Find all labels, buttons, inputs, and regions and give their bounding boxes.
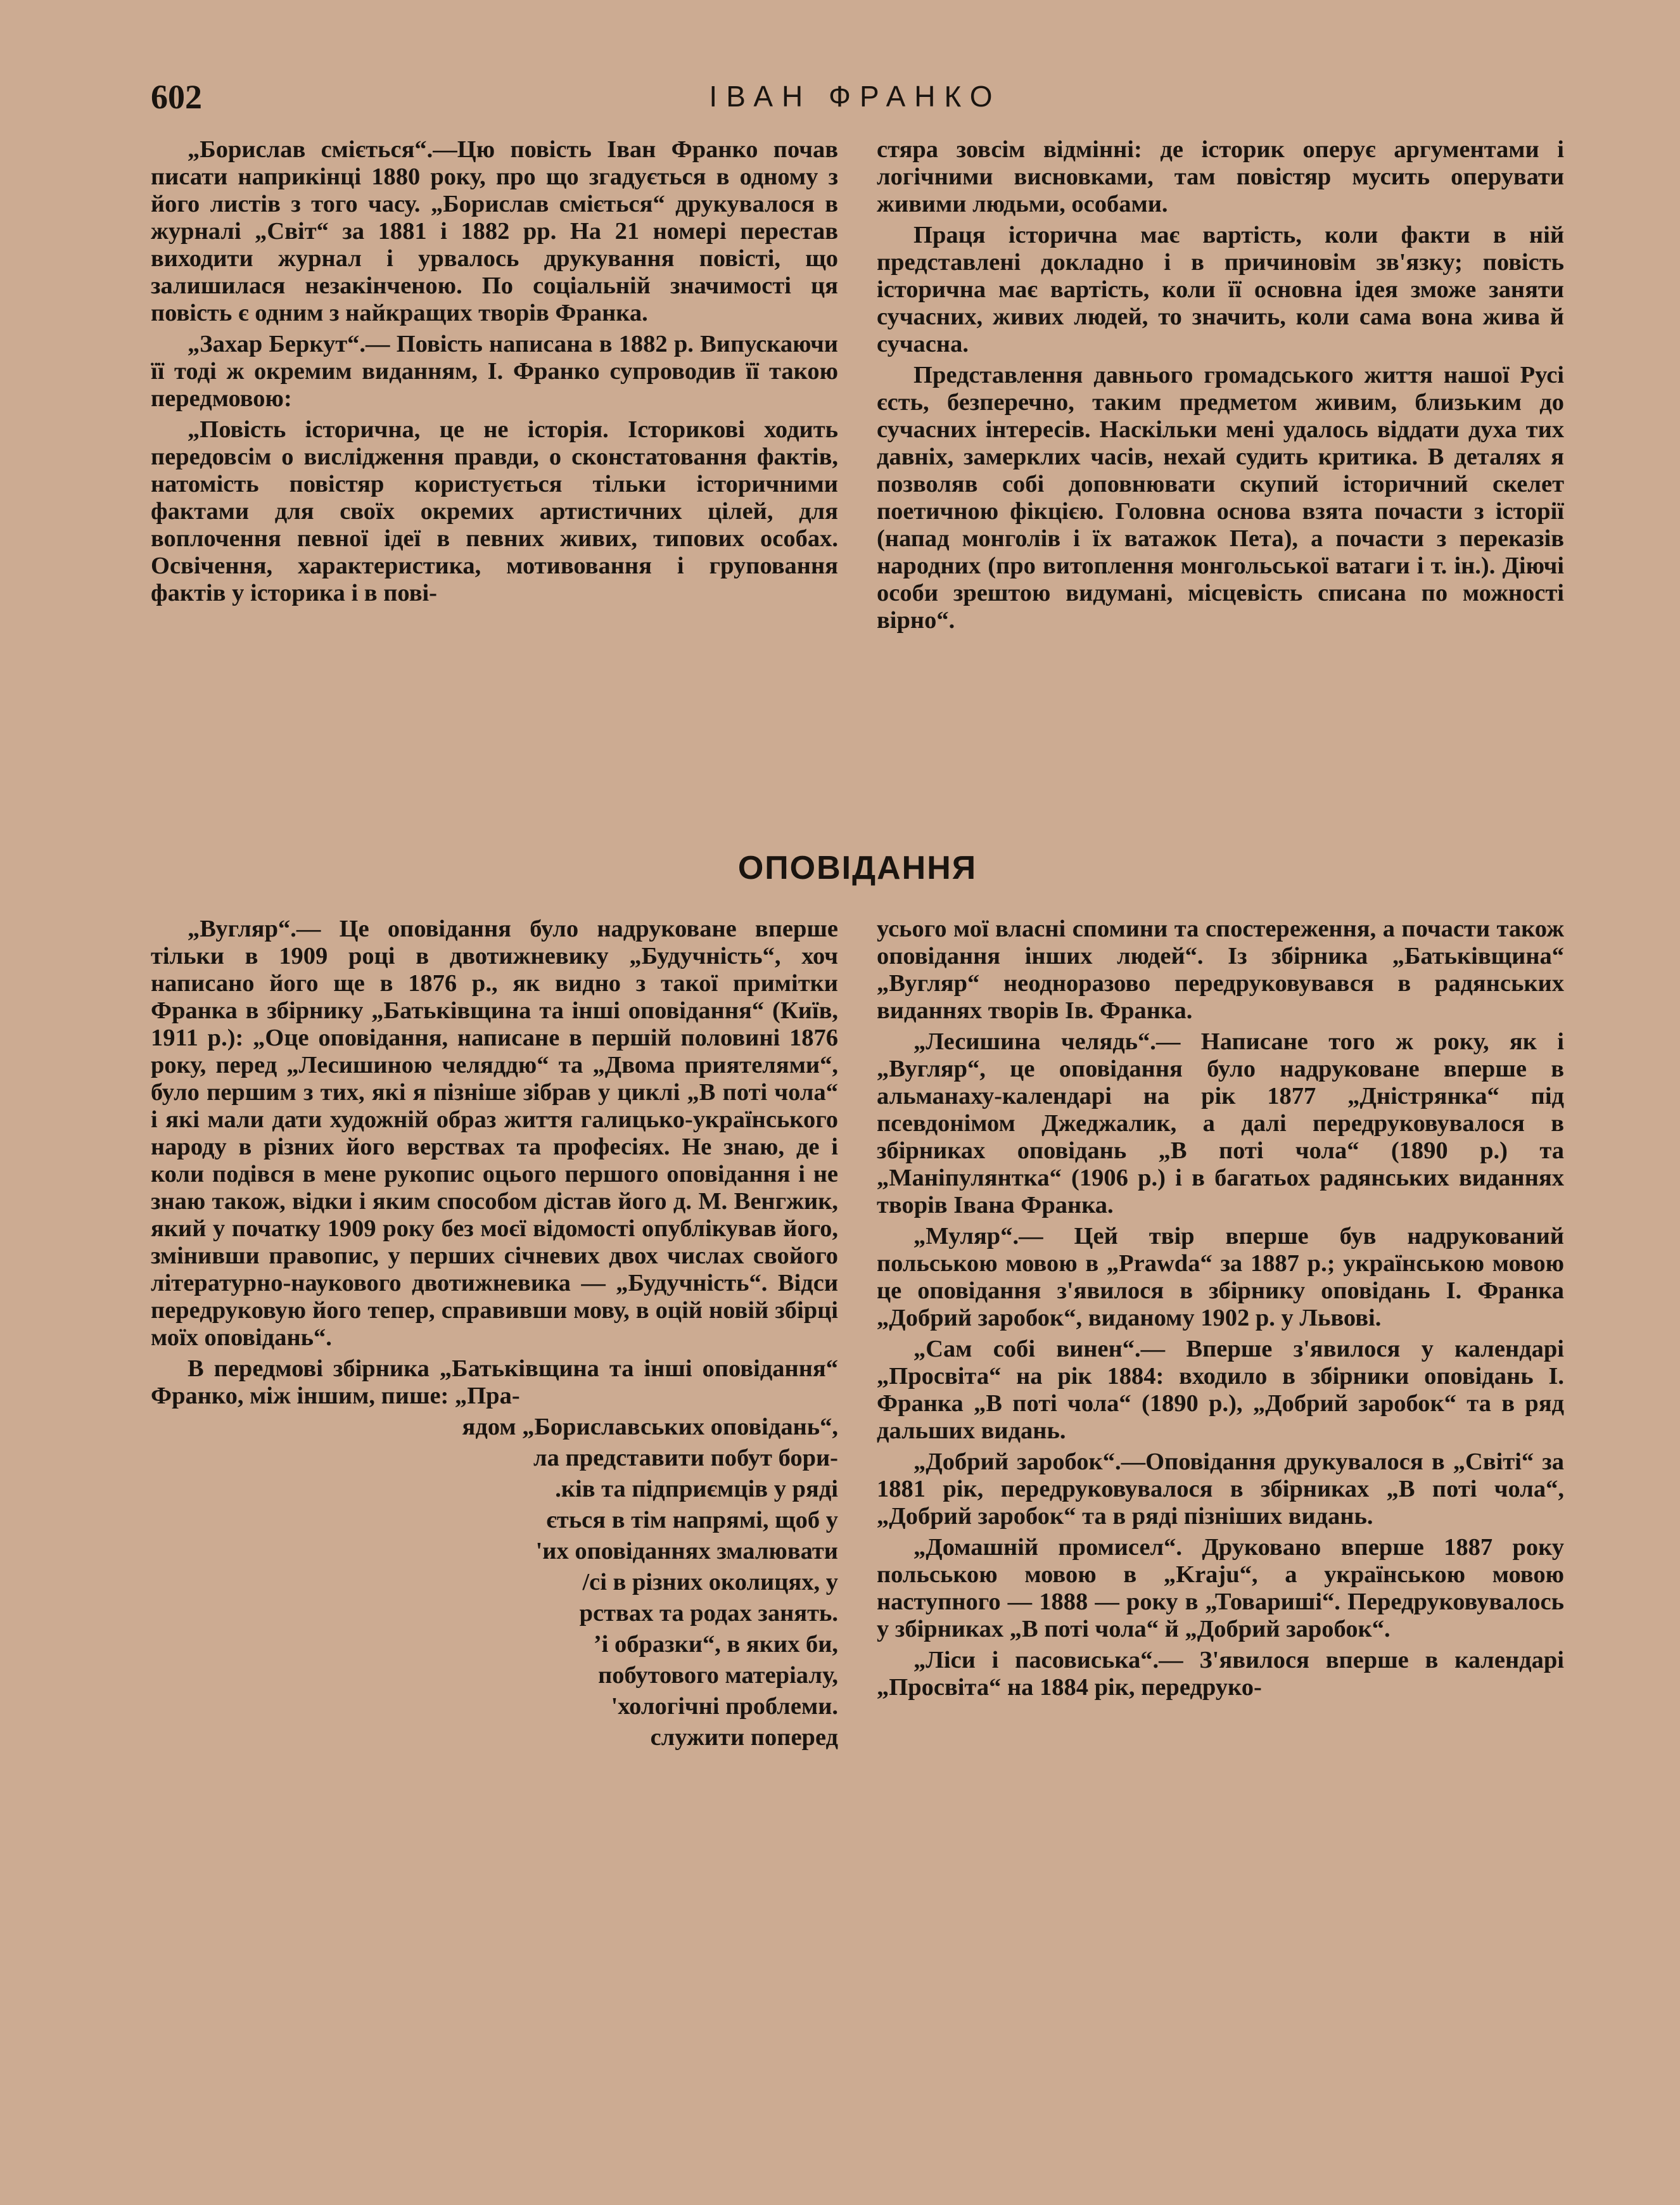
paragraph: В передмові збірника „Батьківщина та інші оповідання“ Франко, між іншим, пише: „Пра-	[151, 1355, 838, 1409]
paragraph: „Вугляр“.— Це оповідання було надруковане вперше тільки в 1909 році в двотижневику „Будучність“, хоч написано його ще в 1876 р., як видно з такої примітки Франка в збірнику „Батьківщина та інші оповідання“ (Київ, 1911 р.): „Оце оповідання, написане в першій половині 1876 року, перед „Лесишиною челяддю“ та „Двома приятелями“, було першим з тих, які я пізніше зібрав у циклі „В поті чола“ і які мали дати художній образ життя галицько-українського народу в різних його верствах та професіях. Не знаю, де і коли подівся в мене рукопис оцього першого оповідання і не знаю також, відки і яким способом дістав його д. М. Венгжик, який у початку 1909 року без моєї відомості опублікував його, змінивши правопис, у перших січневих двох числах свойого літературно-наукового двотижневика — „Будучність“. Відси передруковую його тепер, справивши мову, в оцій новій збірці моїх оповідань“.	[151, 916, 838, 1351]
paragraph: „Повість історична, це не історія. Історикові ходить передовсім о вислідження правди, о сконстатовання фактів, натомість повістяр користується тільки історичними фактами для своїх окремих артистичних цілей, для воплочення певної ідеї в певних живих, типових особах. Освічення, характеристика, мотивовання і груповання фактів у історика і в пові-	[151, 416, 838, 606]
paragraph: „Домашній промисел“. Друковано вперше 1887 року польською мовою в „Kraju“, а українською мовою наступного — 1888 — року в „Товариші“. Передруковувалось у збірниках „В поті чола“ й „Добрий заробок“.	[877, 1534, 1564, 1642]
left-column-top	[151, 136, 838, 611]
section-title: ОПОВІДАННЯ	[737, 850, 977, 886]
paragraph: „Лесишина челядь“.— Написане того ж року, як і „Вугляр“, це оповідання було надруковане вперше в альманаху-календарі на рік 1877 „Дністрянка“ під псевдонімом Джеджалик, а далі передруковувалося в збірниках оповідань „В поті чола“ (1890 р.) та „Маніпулянтка“ (1906 р.) і в багатьох радянських виданнях творів Івана Франка.	[877, 1028, 1564, 1218]
fragment-line: 'их оповіданнях змалювати	[535, 1538, 838, 1564]
fragment-line: ядом „Бориславських оповідань“,	[462, 1414, 838, 1440]
fragment-line: рствах та родах занять.	[579, 1600, 838, 1627]
paragraph: усього мої власні спомини та спостереження, а почасти також оповідання інших людей“. Із збірника „Батьківщина“ „Вугляр“ неодноразово передруковувався в радянських виданнях творів Ів. Франка.	[877, 916, 1564, 1024]
right-column-bottom	[877, 916, 1564, 1705]
paragraph: Представлення давнього громадського життя нашої Русі єсть, безперечно, таким предметом живим, близьким до сучасних інтересів. Наскільки мені удалось віддати духа тих давніх, замерклих часів, нехай судить критика. В деталях я позволяв собі доповнювати скупий історичний скелет поетичною фікцією. Головна основа взята почасти з історії (напад монголів і їх ватажок Пета), а почасти з переказів народних (про витоплення монгольської ватаги і т. ін.). Діючі особи зрештою видумані, місцевість списана по можності вірно“.	[877, 362, 1564, 634]
paragraph: „Захар Беркут“.— Повість написана в 1882 р. Випускаючи її тоді ж окремим виданням, І. Франко супроводив її такою передмовою:	[151, 331, 838, 412]
paragraph: Праця історична має вартість, коли факти в ній представлені докладно і в причиновім зв'язку; повість історична має вартість, коли її основна ідея зможе заняти сучасних, живих людей, то значить, коли сама вона жива й сучасна.	[877, 222, 1564, 357]
fragment-line: побутового матеріалу,	[598, 1662, 838, 1689]
paragraph: „Добрий заробок“.—Оповідання друкувалося в „Світі“ за 1881 рік, передруковувалося в збірниках „В поті чола“, „Добрий заробок“ та в ряді пізніших видань.	[877, 1448, 1564, 1530]
fragment-line: ла представити побут бори-	[533, 1445, 838, 1471]
right-column-top	[877, 136, 1564, 638]
paragraph: „Ліси і пасовиська“.— З'явилося вперше в календарі „Просвіта“ на 1884 рік, передруко-	[877, 1647, 1564, 1701]
fragment-line: служити поперед	[650, 1724, 838, 1751]
paragraph: „Борислав сміється“.—Цю повість Іван Франко почав писати наприкінці 1880 року, про що згадується в одному з його листів з того часу. „Борислав сміється“ друкувалося в журналі „Світ“ за 1881 і 1882 рр. На 21 номері перестав виходити журнал і урвалось друкування повісті, що залишилася незакінченою. По соціальній значимості ця повість є одним з найкращих творів Франка.	[151, 136, 838, 326]
paragraph: стяра зовсім відмінні: де історик оперує аргументами і логічними висновками, там повістяр мусить оперувати живими людьми, особами.	[877, 136, 1564, 217]
paragraph: „Муляр“.— Цей твір вперше був надрукований польською мовою в „Prawda“ за 1887 р.; українською мовою це оповідання з'явилося в збірнику оповідань І. Франка „Добрий заробок“, виданому 1902 р. у Львові.	[877, 1223, 1564, 1331]
fragment-line: 'хологічні проблеми.	[611, 1693, 838, 1720]
paragraph: „Сам собі винен“.— Вперше з'явилося у календарі „Просвіта“ на рік 1884: входило в збірники оповідань І. Франка „В поті чола“ (1890 р.), „Добрий заробок“ та в ряд дальших видань.	[877, 1336, 1564, 1444]
fragment-line: .кiв та підприємців у ряді	[555, 1476, 838, 1502]
fragment-line: /сі в різних околицях, у	[582, 1569, 838, 1595]
left-column-bottom	[151, 916, 838, 1755]
fragment-line: ʼі образки“, в яких би,	[593, 1631, 838, 1658]
running-title: ІВАН ФРАНКО	[709, 80, 1002, 113]
fragment-line: ється в тім напрямі, щоб у	[546, 1507, 838, 1533]
page-number: 602	[151, 78, 202, 116]
